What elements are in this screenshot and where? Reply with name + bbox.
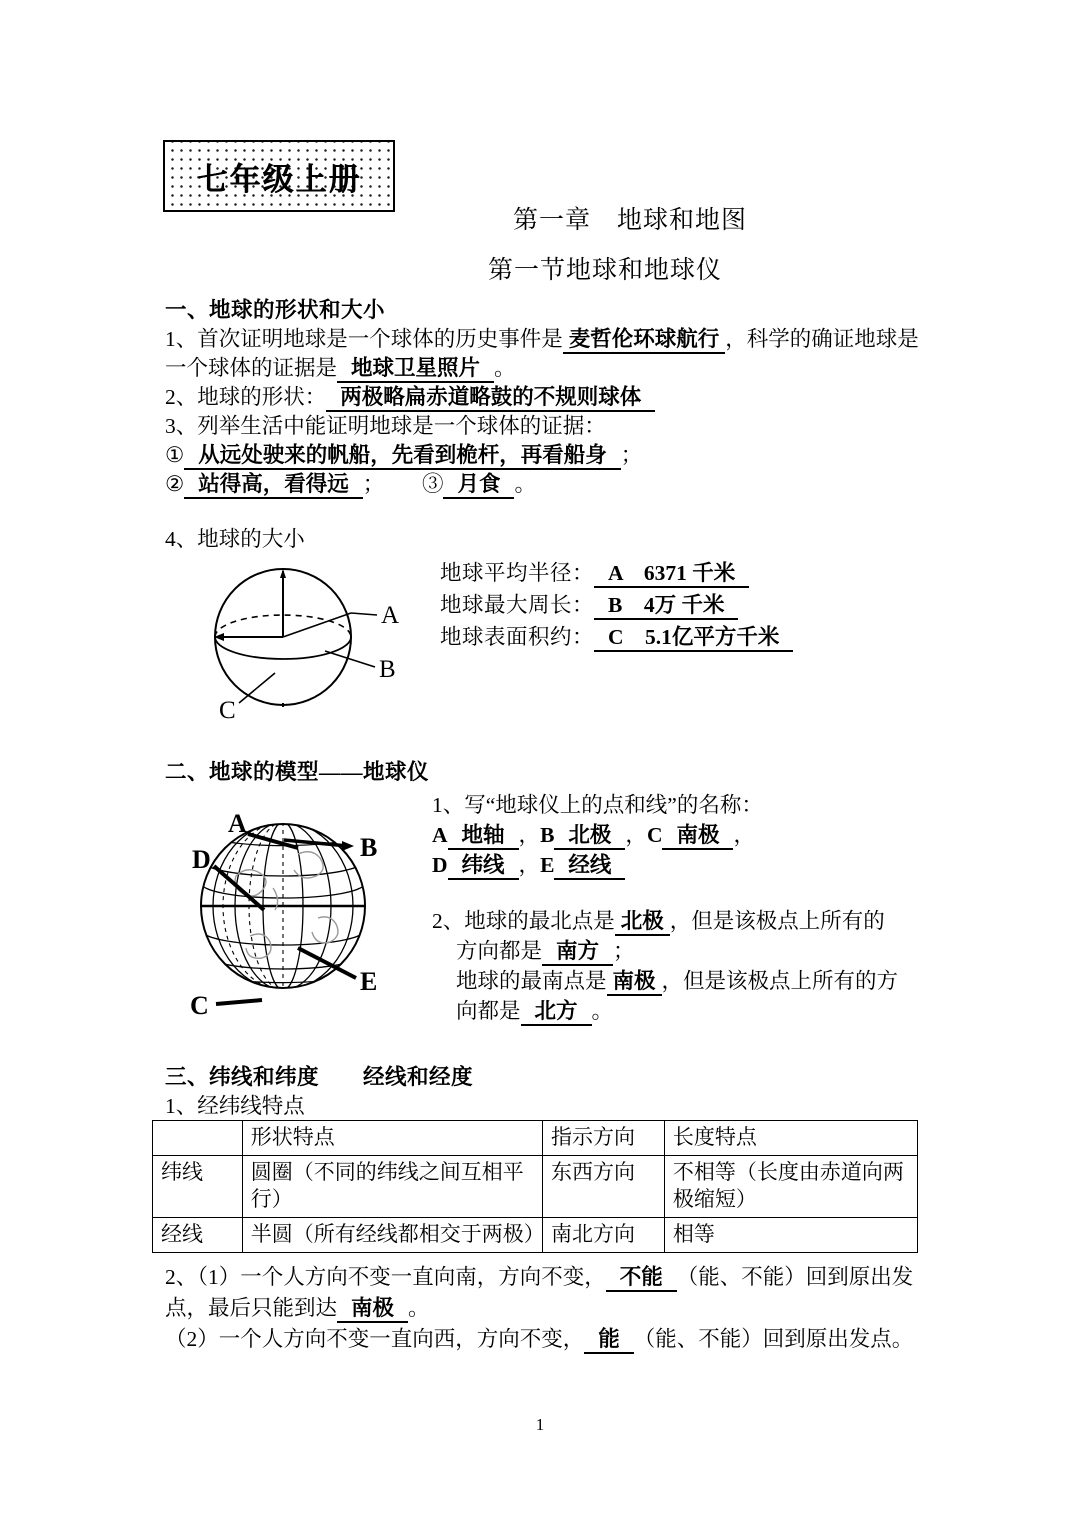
sphere-label-c: C: [219, 697, 236, 720]
globe-label-a: A: [228, 809, 247, 838]
pair-value: 北极: [554, 823, 625, 850]
q2-l2-after: ；: [613, 939, 635, 963]
part2-q2-line3: [432, 966, 932, 996]
part1-q2-before: 2、地球的形状：: [165, 385, 327, 409]
pair-key: A: [432, 823, 448, 847]
part2-q1-label: 1、写“地球仪上的点和线”的名称：: [432, 793, 763, 817]
size-row: [440, 557, 793, 589]
table-cell: 纬线: [153, 1156, 243, 1218]
sphere-label-a: A: [381, 602, 400, 629]
part1-q2: [165, 383, 935, 412]
lat-long-table: [152, 1120, 918, 1253]
q2-l2-before: 方向都是: [456, 939, 543, 963]
size-row-answer: B 4万 千米: [594, 593, 738, 620]
earth-size-values: [440, 557, 793, 653]
chapter-title: 第一章 地球和地图: [512, 207, 747, 234]
part3-q2-1: [165, 1262, 950, 1324]
part1-q1: [165, 325, 935, 383]
part1-q2-answer: 两极略扁赤道略鼓的不规则球体: [326, 385, 655, 412]
part1-q1-after: 。: [494, 356, 516, 380]
globe-label-b: B: [360, 833, 378, 862]
q2-1-answer: 不能: [606, 1265, 677, 1292]
item1-after: ；: [620, 443, 643, 467]
pair-value: 地轴: [448, 823, 519, 850]
item3-after: 。: [514, 472, 536, 496]
pairs-line1-tail: ，: [733, 823, 755, 847]
part1-heading: 一、地球的形状和大小: [165, 298, 386, 322]
q2-l2-answer: 南方: [542, 939, 613, 966]
part2-pairs-line1: A 地轴 ，B 北极 ，C 南极 ，: [432, 820, 932, 850]
q2-l3-after: ，但是该极点上所有的方: [661, 969, 899, 993]
part1-q1-answer: 麦哲伦环球航行: [563, 327, 726, 354]
part1-q3-item23: [165, 470, 935, 499]
table-header-cell: [153, 1121, 243, 1156]
pair-key: B: [540, 823, 555, 847]
section-title: 第一节地球和地球仪: [487, 257, 722, 284]
size-row-label: 地球表面积约：: [440, 625, 595, 649]
table-header-cell: 长度特点: [664, 1121, 917, 1156]
pair-value: 经线: [554, 853, 625, 880]
item2-answer: 站得高，看得远: [184, 472, 363, 499]
q2-l4-answer: 北方: [521, 999, 592, 1026]
sphere-label-b: B: [379, 656, 396, 683]
table-cell: 半圆（所有经线都相交于两极）: [242, 1218, 542, 1253]
q2-l4-after: 。: [591, 999, 614, 1023]
item1-marker: ①: [165, 443, 185, 467]
q2-l3-answer: 南极: [607, 969, 662, 996]
q2-l3-before: 地球的最南点是: [456, 969, 607, 993]
part2-q2-line2: [432, 936, 932, 966]
part3-heading: 三、纬线和纬度 经线和经度: [165, 1065, 474, 1089]
q2-2-before: （2）一个人方向不变一直向西，方向不变，: [165, 1327, 585, 1351]
part3-questions: [165, 1262, 950, 1355]
page-number: 1: [535, 1415, 545, 1434]
item3-marker: ③: [421, 472, 444, 496]
table-cell: 不相等（长度由赤道向两极缩短）: [664, 1156, 917, 1218]
size-row-answer: A 6371 千米: [594, 561, 749, 588]
item3-answer: 月食: [443, 472, 514, 499]
table-cell: 圆圈（不同的纬线之间互相平行）: [242, 1156, 542, 1218]
pair-key: C: [646, 823, 663, 847]
size-row: [440, 621, 793, 653]
item2-marker: ②: [165, 472, 185, 496]
part2-pairs-line2: D 纬线 ，E 经线: [432, 850, 932, 880]
q2-l1-after: ，但是该极点上所有的: [669, 909, 885, 933]
part2-q2-line1: [432, 906, 932, 936]
item1-answer: 从远处驶来的帆船，先看到桅杆，再看船身: [184, 443, 621, 470]
part1-q3-label: 3、列举生活中能证明地球是一个球体的证据：: [165, 414, 606, 438]
table-row: [153, 1156, 918, 1218]
size-row: [440, 589, 793, 621]
globe-label-d: D: [192, 845, 211, 874]
table-cell: 相等: [664, 1218, 917, 1253]
q2-1-mid: （能、不能）回到原出发点，最后只能到达: [165, 1265, 914, 1320]
table-header-cell: 指示方向: [543, 1121, 665, 1156]
globe-diagram: [178, 788, 410, 1018]
part1-q1-answer2: 地球卫星照片: [337, 356, 494, 383]
pair-value: 纬线: [448, 853, 519, 880]
part3-head-block: [165, 1063, 940, 1121]
part2-q2-line4: [432, 996, 932, 1026]
q2-1-after: 。: [408, 1296, 430, 1320]
globe-label-c: C: [190, 991, 209, 1018]
table-cell: 东西方向: [543, 1156, 665, 1218]
item2-after: ；: [362, 472, 385, 496]
pair-key: E: [540, 853, 555, 877]
size-row-answer: C 5.1亿平方千米: [594, 625, 793, 652]
q2-1-answer2: 南极: [337, 1296, 408, 1323]
q2-1-before: 2、（1）一个人方向不变一直向南，方向不变，: [165, 1265, 606, 1289]
q2-l1-before: 2、地球的最北点是: [432, 909, 615, 933]
size-row-label: 地球最大周长：: [440, 593, 595, 617]
pair-key: D: [432, 853, 448, 877]
part1-q1-before: 1、首次证明地球是一个球体的历史事件是: [165, 327, 563, 351]
table-header-row: [153, 1121, 918, 1156]
part2-content: [432, 790, 932, 1026]
table-cell: 经线: [153, 1218, 243, 1253]
pair-value: 南极: [662, 823, 733, 850]
q2-2-answer: 能: [584, 1327, 634, 1354]
part3-q2-2: [165, 1324, 950, 1355]
table-cell: 南北方向: [543, 1218, 665, 1253]
grade-banner-text: 七年级上册: [196, 161, 362, 197]
part1-content: [165, 296, 935, 554]
q2-l4-before: 向都是: [456, 999, 521, 1023]
part1-q4-label: 4、地球的大小: [165, 527, 305, 551]
part1-q3-item1: [165, 441, 935, 470]
size-row-label: 地球平均半径：: [440, 561, 595, 585]
q2-l1-answer: 北极: [615, 909, 670, 936]
table-row: [153, 1218, 918, 1253]
earth-size-diagram: [205, 555, 405, 720]
q2-2-after: （能、不能）回到原出发点。: [633, 1327, 914, 1351]
globe-label-e: E: [360, 967, 378, 996]
part2-heading: 二、地球的模型——地球仪: [165, 760, 430, 784]
part1-q1-mid: ，科学的确证地球是一个球体的证据是: [165, 327, 919, 380]
table-header-cell: 形状特点: [242, 1121, 542, 1156]
part3-q1-label: 1、经纬线特点: [165, 1094, 305, 1118]
